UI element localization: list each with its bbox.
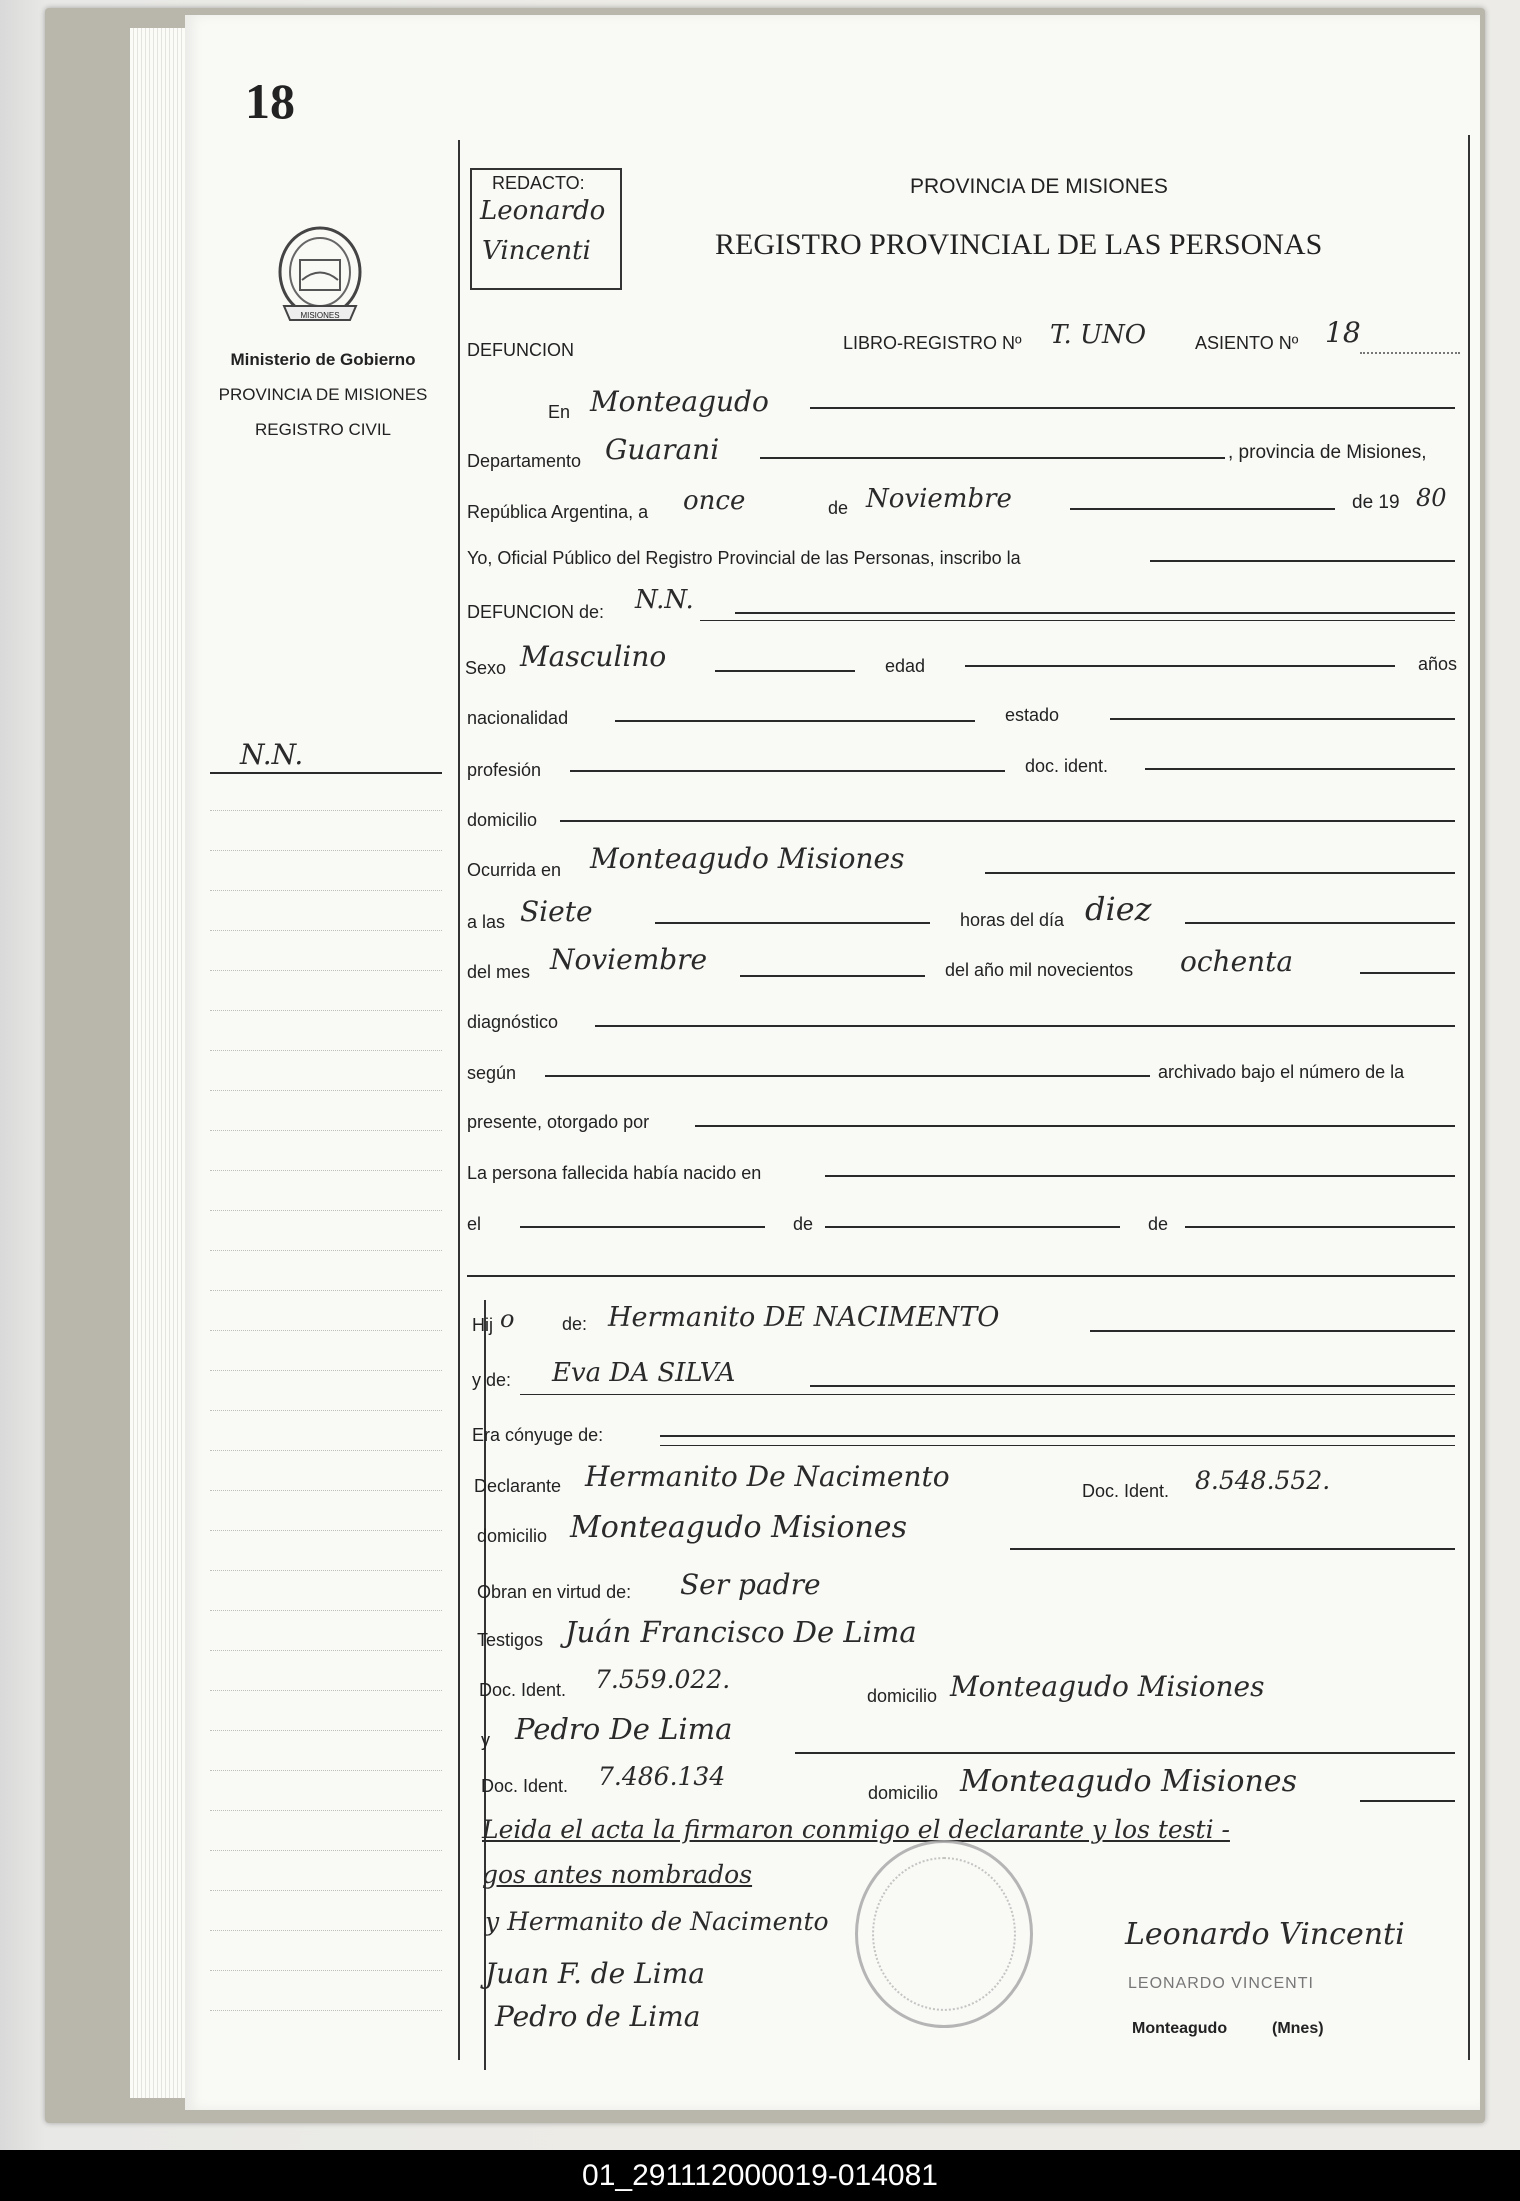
nacionalidad-label: nacionalidad	[467, 708, 569, 728]
margin-rule-line	[210, 970, 442, 971]
registro-civil-label: REGISTRO CIVIL	[254, 420, 392, 439]
signature-declarante: y Hermanito de Nacimento	[485, 1907, 829, 1936]
alas-value: Siete	[520, 895, 593, 928]
margin-rule-line	[210, 2010, 442, 2011]
margin-rule-line	[210, 1490, 442, 1491]
margin-rule-line	[210, 1330, 442, 1331]
margin-rule-line	[210, 1290, 442, 1291]
signature-official: Leonardo Vincenti	[1125, 1917, 1405, 1952]
hijo-label: Hij	[472, 1315, 493, 1335]
margin-rule-line	[210, 1250, 442, 1251]
margin-rule-line	[210, 1610, 442, 1611]
delmes-value: Noviembre	[550, 943, 708, 976]
testigos-label: Testigos	[477, 1630, 544, 1650]
obran-value: Ser padre	[680, 1568, 821, 1601]
domicilio-label: domicilio	[467, 810, 538, 830]
official-seal	[855, 1840, 1033, 2028]
place-label: Monteagudo	[1132, 2020, 1228, 2037]
margin-rule-line	[210, 1690, 442, 1691]
anios-label: años	[1418, 654, 1458, 674]
de-label: de	[828, 498, 849, 518]
margin-rule-line	[210, 1530, 442, 1531]
signature-testigo-2: Pedro de Lima	[495, 2000, 701, 2033]
y-label: y	[481, 1730, 490, 1750]
redacto-label: REDACTO:	[492, 173, 585, 193]
defuncion-de-value: N.N.	[635, 585, 694, 615]
place-abbr: (Mnes)	[1272, 2020, 1324, 2037]
departamento-value: Guarani	[605, 433, 720, 466]
signature-testigo-1: Juan F. de Lima	[485, 1957, 705, 1990]
margin-rule-line	[210, 1930, 442, 1931]
edad-label: edad	[885, 656, 926, 676]
margin-rule-line	[210, 1970, 442, 1971]
emblem-text: MISIONES	[300, 311, 340, 320]
margin-rule-line	[210, 1650, 442, 1651]
ocurrida-label: Ocurrida en	[467, 860, 562, 880]
t1-dom-label: domicilio	[867, 1686, 938, 1706]
decl-dom-label: domicilio	[477, 1526, 548, 1546]
decl-doc-label: Doc. Ident.	[1082, 1481, 1170, 1501]
asiento-value: 18	[1325, 316, 1361, 349]
profesion-label: profesión	[467, 760, 542, 780]
asiento-label: ASIENTO Nº	[1195, 333, 1299, 353]
header-province: PROVINCIA DE MISIONES	[910, 175, 1168, 198]
right-border	[1468, 135, 1470, 2060]
margin-rule-line	[210, 1410, 442, 1411]
decl-dom-value: Monteagudo Misiones	[570, 1510, 907, 1545]
delanio-label: del año mil novecientos	[945, 960, 1134, 980]
redacto-name-1: Leonardo	[480, 196, 606, 226]
republica-label: República Argentina, a	[467, 502, 649, 522]
margin-rule-line	[210, 1810, 442, 1811]
margin-rule-line	[210, 1450, 442, 1451]
conyuge-label: Era cónyuge de:	[472, 1425, 604, 1445]
de-a-label: de	[793, 1214, 814, 1234]
departamento-label: Departamento	[467, 451, 582, 471]
page-number: 18	[245, 73, 295, 129]
province-left-label: PROVINCIA DE MISIONES	[218, 385, 428, 404]
redacto-box	[470, 168, 622, 290]
yo-label: Yo, Oficial Público del Registro Provincial de las Personas, inscribo la	[467, 548, 1021, 568]
docident-label: doc. ident.	[1025, 756, 1109, 776]
margin-rule-line	[210, 1850, 442, 1851]
archivado-label: archivado bajo el número de la	[1158, 1062, 1405, 1082]
de19-label: de 19	[1352, 492, 1400, 513]
presente-label: presente, otorgado por	[467, 1112, 650, 1132]
closing-line-2: gos antes nombrados	[482, 1860, 753, 1889]
page-stack	[130, 28, 188, 2098]
redacto-name-2: Vincenti	[482, 236, 591, 266]
margin-rule-line	[210, 810, 442, 811]
margin-rule-line	[210, 1090, 442, 1091]
declarante-value: Hermanito De Nacimento	[585, 1460, 950, 1493]
margin-rule-line	[210, 1010, 442, 1011]
margin-rule-line	[210, 890, 442, 891]
ocurrida-value: Monteagudo Misiones	[590, 842, 905, 875]
t1-dom-value: Monteagudo Misiones	[950, 1670, 1265, 1703]
sexo-label: Sexo	[465, 658, 507, 678]
yde-value: Eva DA SILVA	[552, 1358, 736, 1388]
en-value: Monteagudo	[590, 385, 769, 418]
nacido-label: La persona fallecida había nacido en	[467, 1163, 762, 1183]
sexo-value: Masculino	[520, 640, 667, 673]
closing-line-1: Leida el acta la firmaron conmigo el declarante y los testi -	[482, 1815, 1230, 1844]
dia-value: once	[683, 486, 746, 516]
en-label: En	[548, 402, 571, 422]
segun-label: según	[467, 1063, 517, 1083]
margin-rule-line	[210, 850, 442, 851]
t1-doc-label: Doc. Ident.	[479, 1680, 567, 1700]
de-b-label: de	[1148, 1214, 1169, 1234]
mes-value: Noviembre	[866, 484, 1012, 514]
obran-label: Obran en virtud de:	[477, 1582, 632, 1602]
delmes-label: del mes	[467, 962, 531, 982]
testigo2-value: Pedro De Lima	[515, 1712, 733, 1746]
hijo-de-value: Hermanito DE NACIMENTO	[608, 1302, 1000, 1333]
margin-rule-line	[210, 930, 442, 931]
t2-doc-value: 7.486.134	[598, 1762, 726, 1791]
alas-label: a las	[467, 912, 506, 932]
ministry-label: Ministerio de Gobierno	[230, 350, 416, 369]
libro-label: LIBRO-REGISTRO Nº	[843, 333, 1022, 353]
delanio-value: ochenta	[1180, 945, 1294, 978]
dia2-value: diez	[1085, 890, 1152, 928]
margin-rule-line	[210, 1890, 442, 1891]
libro-value: T. UNO	[1050, 320, 1147, 350]
provincia-text: , provincia de Misiones,	[1228, 442, 1427, 463]
margin-rule-line	[210, 1770, 442, 1771]
decl-doc-value: 8.548.552.	[1195, 1466, 1331, 1495]
t2-dom-value: Monteagudo Misiones	[960, 1764, 1297, 1799]
margin-rule-line	[210, 1050, 442, 1051]
margin-rule-line	[210, 1210, 442, 1211]
estado-label: estado	[1005, 705, 1060, 725]
margin-divider	[458, 140, 460, 2060]
yde-label: y de:	[472, 1370, 512, 1390]
declarante-label: Declarante	[474, 1476, 562, 1496]
hijo-suffix: o	[500, 1305, 515, 1333]
el-label: el	[467, 1214, 482, 1234]
margin-rule-line	[210, 1170, 442, 1171]
margin-rule-line	[210, 1730, 442, 1731]
margin-name: N.N.	[240, 738, 304, 771]
defuncion-de-label: DEFUNCION de:	[467, 602, 605, 622]
official-printed-name: LEONARDO VINCENTI	[1128, 1975, 1314, 1992]
header-registry: REGISTRO PROVINCIAL DE LAS PERSONAS	[715, 228, 1323, 261]
doc-type-label: DEFUNCION	[467, 340, 574, 360]
margin-name-rule	[210, 772, 442, 774]
t2-doc-label: Doc. Ident.	[481, 1776, 569, 1796]
horas-label: horas del día	[960, 910, 1065, 930]
margin-rule-line	[210, 1570, 442, 1571]
margin-rule-line	[210, 1370, 442, 1371]
testigo1-value: Juán Francisco De Lima	[565, 1615, 917, 1649]
t2-dom-label: domicilio	[868, 1783, 939, 1803]
diagnostico-label: diagnóstico	[467, 1012, 559, 1032]
t1-doc-value: 7.559.022.	[595, 1665, 731, 1694]
anio-value: 80	[1416, 484, 1447, 512]
hijo-de-label: de:	[562, 1314, 588, 1334]
scan-id-footer: 01_291112000019-014081	[0, 2150, 1520, 2201]
margin-rule-line	[210, 1130, 442, 1131]
